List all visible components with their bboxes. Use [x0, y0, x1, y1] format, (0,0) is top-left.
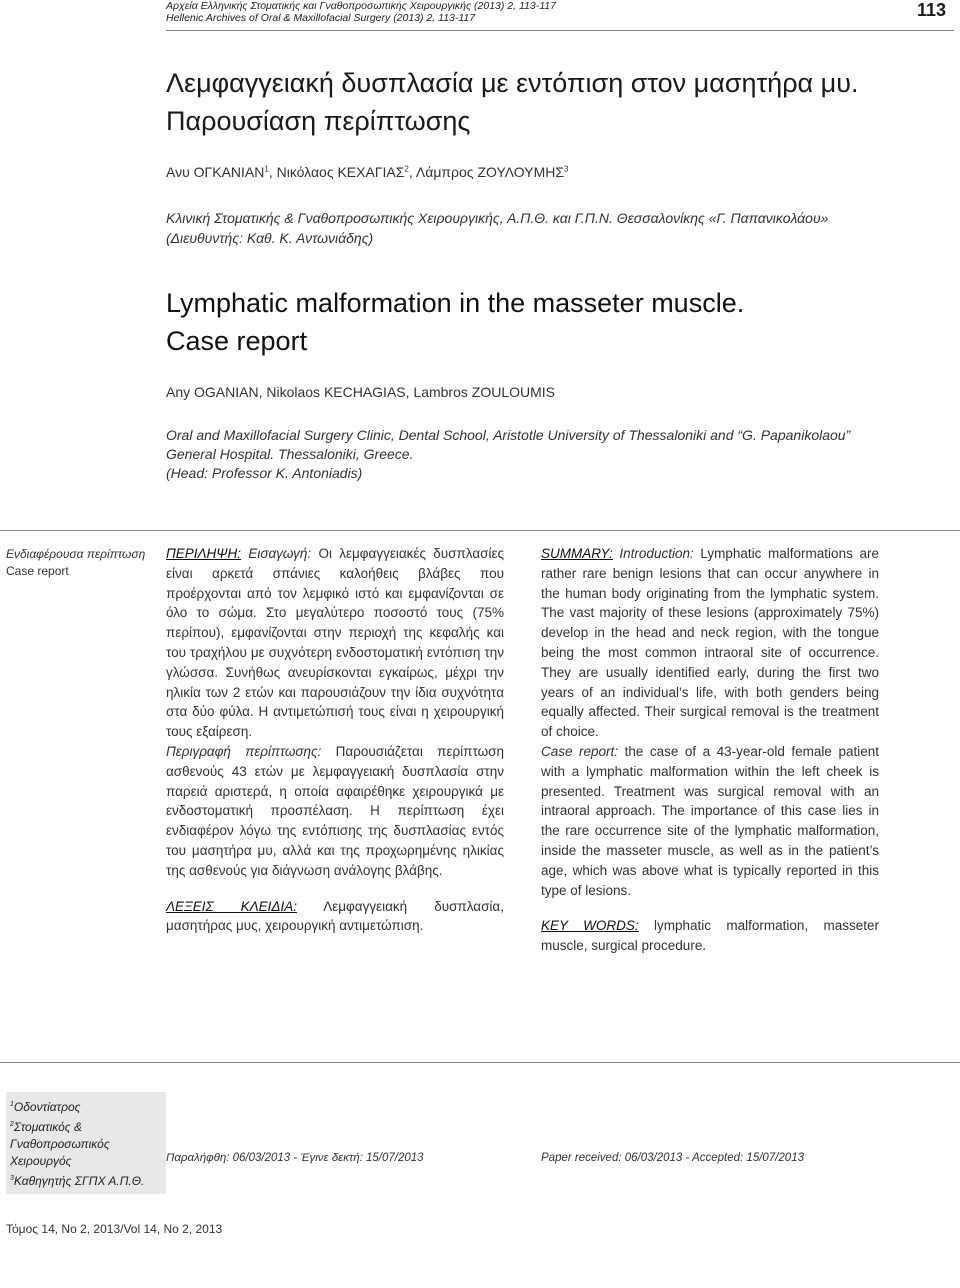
- header-divider: [166, 30, 954, 31]
- keywords-gr-label: ΛΕΞΕΙΣ ΚΛΕΙΔΙΑ:: [166, 898, 297, 914]
- footnote-1: [10, 1096, 162, 1116]
- affiliation-en-line2: General Hospital. Thessaloniki, Greece.: [166, 446, 414, 462]
- authors-en: Any OGANIAN, Nikolaos KECHAGIAS, Lambros ZOULOUMIS: [166, 384, 555, 400]
- keywords-gr-text: Λεμφαγγειακή δυσπλασία, μασητήρας μυς, χειρουργική αντιμετώπιση.: [166, 898, 504, 934]
- abstract-gr-intro-label: Εισαγωγή:: [248, 546, 312, 561]
- abstract-en-case-label: Case report:: [541, 743, 619, 759]
- category-gr: Ενδιαφέρουσα περίπτωση: [6, 547, 146, 561]
- title-gr-line2: Παρουσίαση περίπτωσης: [166, 106, 471, 136]
- keywords-gr: [166, 897, 504, 937]
- abstract-en-case: [541, 742, 879, 900]
- abstract-gr-case-text: Παρουσιάζεται περίπτωση ασθενούς 43 ετών με λεμφαγγειακή δυσπλασία στην παρειά αριστερά, η οποία αφαιρέθηκε χειρουργικά με ενδοστοματική προσπέλαση. Η περίπτωση έχει ενδιαφέρον λόγω της εντόπισης της δυσπλασίας εντός του μασητήρα μυ, αλλά και της προχωρημένης ηλικίας της ασθενούς για διάγνωση ανάλογης βλάβης.: [166, 743, 504, 878]
- page-footer: Τόμος 14, Νο 2, 2013/Vol 14, No 2, 2013: [6, 1222, 223, 1236]
- author-3-gr: Λάμπρος ΖΟΥΛΟΥΜΗΣ: [415, 164, 564, 180]
- footnote-1-text: Οδοντίατρος: [13, 1100, 81, 1114]
- abstract-gr-intro-text: Οι λεμφαγγειακές δυσπλασίες είναι αρκετά σπάνιες καλοήθεις βλάβες που προέρχονται από τον λεμφικό ιστό και εμφανίζονται σε όλο το σώμα. Στο μεγαλύτερο ποσοστό τους (75% περίπου), εμφανίζονται στην περιοχή της κεφαλής και του τραχήλου με συχνότερη ενδοστοματική εντόπιση την γλώσσα. Συνήθως ανευρίσκονται εγκαίρως, μέχρι την ηλικία των 2 ετών και παρουσιάζουν την ίδια συχνότητα στα δύο φύλα. Η αντιμετώπισή τους είναι η χειρουργική τους εξαίρεση.: [166, 546, 504, 740]
- title-en-line2: Case report: [166, 326, 308, 356]
- keywords-en: [541, 916, 879, 956]
- abstract-en-intro: [541, 544, 879, 742]
- journal-name-en: Hellenic Archives of Oral & Maxillofacial Surgery (2013) 2, 113-117: [166, 12, 476, 24]
- title-en-line1: Lymphatic malformation in the masseter muscle.: [166, 288, 745, 318]
- footnote-3-text: Καθηγητής ΣΓΠΧ Α.Π.Θ.: [13, 1174, 145, 1188]
- abstract-gr-case-label: Περιγραφή περίπτωσης:: [166, 743, 322, 759]
- author-1-gr: Ανυ ΟΓΚΑΝΙΑΝ: [166, 164, 265, 180]
- abstract-bottom-divider: [0, 1062, 960, 1063]
- footnote-3-sup: 3: [10, 1175, 14, 1182]
- journal-name-gr: Αρχεία Ελληνικής Στοματικής και Γναθοπροσωπικής Χειρουργικής (2013) 2, 113-117: [166, 0, 556, 12]
- abstract-en-case-text: the case of a 43-year-old female patient with a lymphatic malformation within the left cheek is presented. Treatment was surgical removal with an intraoral approach. The importance of this case lies in the rare occurrence site of the lymphatic malformation, inside the masseter muscle, as well as in the patient’s age, which was above what is typically reported in this type of lesions.: [541, 743, 879, 898]
- keywords-en-text: lymphatic malformation, masseter muscle, surgical procedure.: [541, 918, 879, 954]
- article-category: [6, 546, 145, 580]
- footnote-1-sup: 1: [10, 1101, 14, 1108]
- affiliation-gr-line1: Κλινική Στοματικής & Γναθοπροσωπικής Χειρουργικής, Α.Π.Θ. και Γ.Π.Ν. Θεσσαλονίκης «Γ. Παπανικολάου»: [166, 210, 829, 226]
- keywords-en-label: KEY WORDS:: [541, 918, 639, 934]
- abstract-en-intro-label: Introduction:: [619, 546, 694, 561]
- author-2-gr: Νικόλαος ΚΕΧΑΓΙΑΣ: [276, 164, 405, 180]
- received-date-gr: Παραλήφθη: 06/03/2013 - Έγινε δεκτή: 15/07/2013: [166, 1152, 424, 1164]
- abstract-en: [541, 544, 879, 956]
- affiliation-en-line1: Oral and Maxillofacial Surgery Clinic, Dental School, Aristotle University of Thessaloniki and “G. Papanikolaou”: [166, 427, 851, 443]
- abstract-gr-label: ΠΕΡΙΛΗΨΗ:: [166, 546, 242, 561]
- footnote-2-sup: 2: [10, 1121, 14, 1128]
- abstract-top-divider: [0, 530, 960, 531]
- author-2-sup: 2: [404, 164, 409, 174]
- abstract-gr-intro: [166, 544, 504, 742]
- author-3-sup: 3: [564, 164, 569, 174]
- page-number: 113: [916, 0, 946, 20]
- affiliation-en: [166, 426, 850, 483]
- author-footnotes: [6, 1092, 166, 1194]
- footnote-2-text: Στοματικός & Γναθοπροσωπικός Χειρουργός: [10, 1120, 110, 1168]
- affiliation-gr-line2: (Διευθυντής: Καθ. Κ. Αντωνιάδης): [166, 230, 374, 246]
- abstract-gr-case: [166, 742, 504, 881]
- author-1-sup: 1: [264, 164, 269, 174]
- affiliation-gr: [166, 208, 906, 248]
- abstract-gr: [166, 544, 504, 936]
- received-date-en: Paper received: 06/03/2013 - Accepted: 15/07/2013: [541, 1152, 804, 1164]
- footnote-3: [10, 1170, 162, 1190]
- article-title-en: [166, 284, 744, 360]
- abstract-en-label: SUMMARY:: [541, 546, 613, 561]
- footnote-2: [10, 1116, 162, 1170]
- authors-gr: Ανυ ΟΓΚΑΝΙΑΝ$^1$, Νικόλαος ΚΕΧΑΓΙΑΣ$^2$, Λάμπρος ΖΟΥΛΟΥΜΗΣ$^3$: [166, 164, 569, 180]
- affiliation-en-line3: (Head: Professor K. Antoniadis): [166, 465, 363, 481]
- running-header: [166, 0, 556, 24]
- title-gr-line1: Λεμφαγγειακή δυσπλασία με εντόπιση στον μασητήρα μυ.: [166, 68, 859, 98]
- category-en: Case report: [6, 564, 69, 578]
- article-title-gr: [166, 64, 859, 140]
- abstract-en-intro-text: Lymphatic malformations are rather rare benign lesions that can occur anywhere in the human body originating from the lymphatic system. The vast majority of these lesions (approximately 75%) develop in the head and neck region, with the tongue being the most common intraoral site of occurrence. They are usually identified early, during the first two years of an individual’s life, with both genders being equally affected. Their surgical removal is the treatment of choice.: [541, 546, 879, 740]
